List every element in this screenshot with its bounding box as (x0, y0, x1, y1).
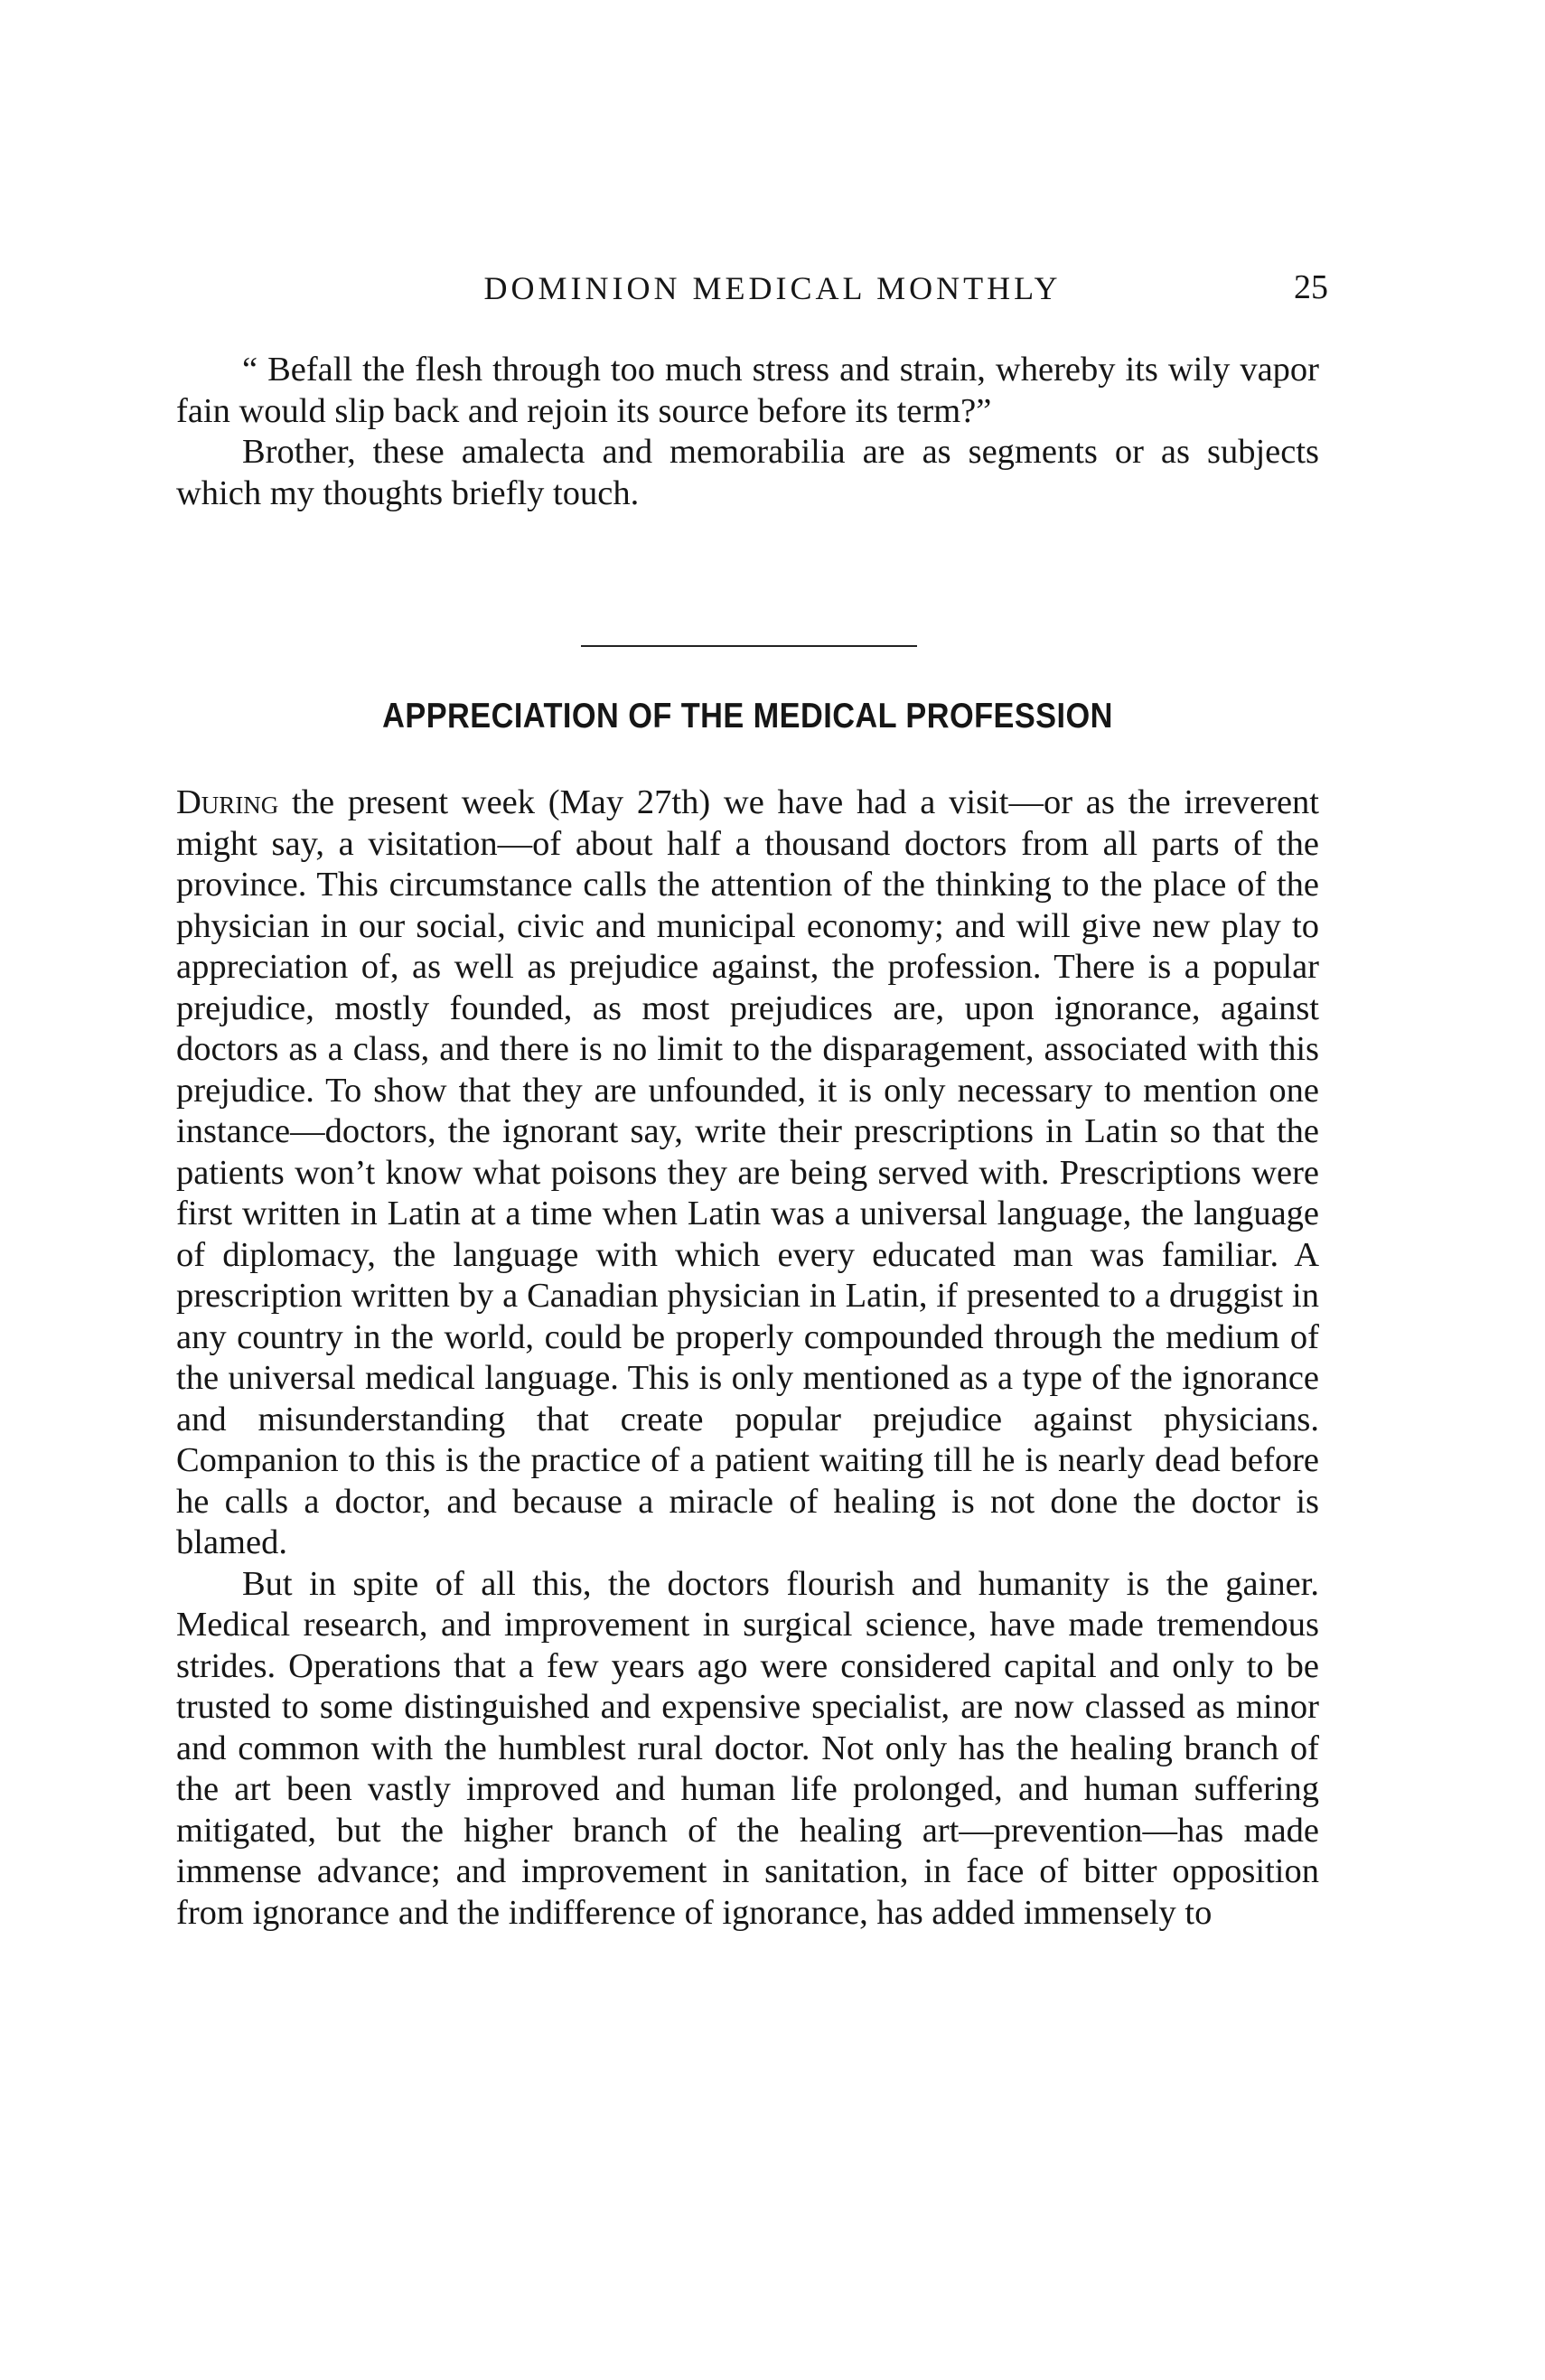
article-paragraph-1 (176, 782, 1319, 1564)
section-divider (581, 645, 917, 647)
article-paragraph-2: But in spite of all this, the doctors flourish and humanity is the gainer. Medical research, and improvement in surgical science, have made tremendous strides. Operations that a few years ago were considered capital and only to be trusted to some distinguished and expensive specialist, are now classed as minor and common with the humblest rural doctor. Not only has the healing branch of the art been vastly improved and human life prolonged, and human suffering mitigated, but the higher branch of the healing art—prevention—has made immense advance; and improvement in sanitation, in face of bitter opposition from ignorance and the indifference of ignorance, has added immensely to (176, 1564, 1319, 1932)
lead-word: During (176, 783, 279, 821)
article-title: APPRECIATION OF THE MEDICAL PROFESSION (382, 697, 1113, 736)
page-number: 25 (1294, 268, 1328, 306)
running-head: DOMINION MEDICAL MONTHLY (483, 270, 1062, 306)
paragraph-1-text: the present week (May 27th) we have had a visit—or as the irreverent might say, a visitation—of about half a thousand doctors from all parts of the province. This circumstance calls the attention of the thinking to the place of the physician in our social, civic and municipal economy; and will give new play to appreciation of, as well as prejudice against, the profession. There is a popular prejudice, mostly founded, as most prejudices are, upon ignorance, against doctors as a class, and there is no limit to the disparagement, associated with this prejudice. To show that they are unfounded, it is only necessary to mention one instance—doctors, the ignorant say, write their prescriptions in Latin so that the patients won’t know what poisons they are being served with. Prescriptions were first written in Latin at a time when Latin was a universal language, the language of diplomacy, the language with which every educated man was familiar. A prescription written by a Canadian physician in Latin, if presented to a druggist in any country in the world, could be properly compounded through the medium of the universal medical language. This is only mentioned as a type of the ignorance and misunderstanding that create popular prejudice against physicians. Companion to this is the practice of a patient waiting till he is nearly dead before he calls a doctor, and because a miracle of healing is not done the doctor is blamed. (176, 783, 1319, 1561)
quote-paragraph: “ Befall the flesh through too much stress and strain, whereby its wily vapor fain would slip back and rejoin its source before its term?” (176, 351, 1319, 430)
article-body (176, 782, 1319, 1934)
closing-paragraph: Brother, these amalecta and memorabilia are as segments or as subjects which my thoughts briefly touch. (176, 433, 1319, 512)
continued-text (176, 350, 1319, 514)
